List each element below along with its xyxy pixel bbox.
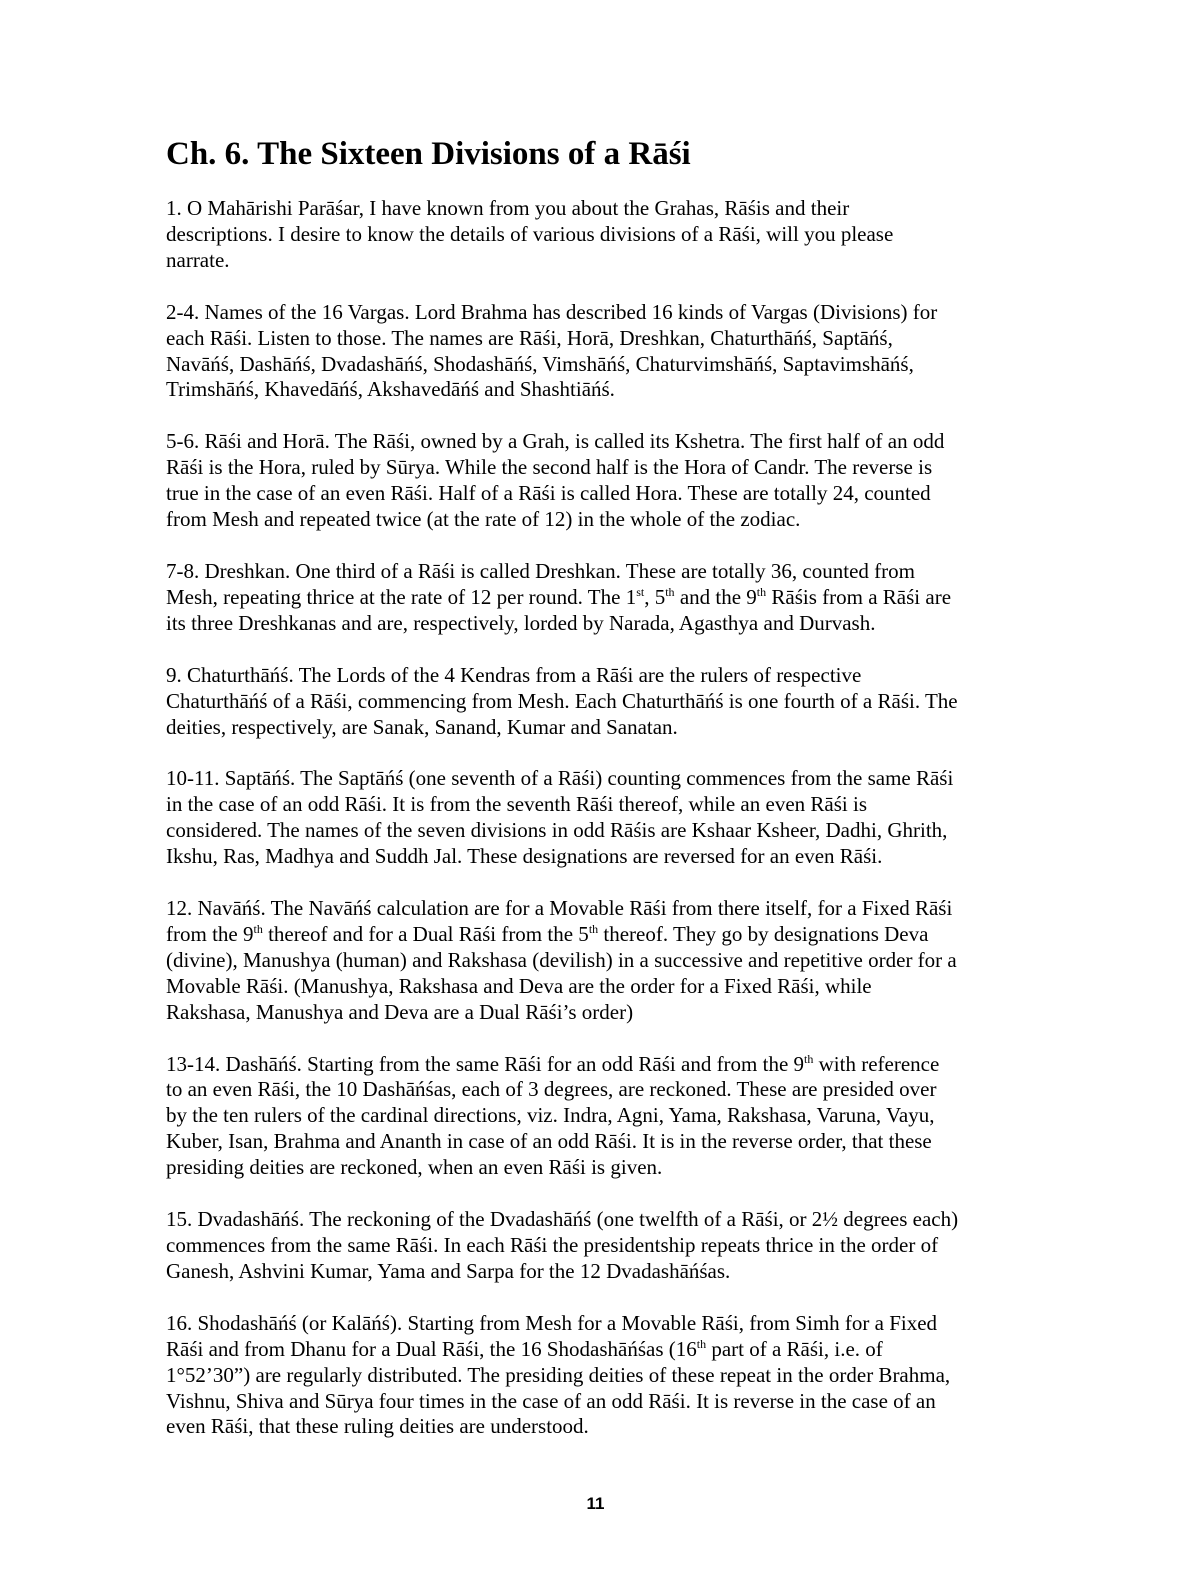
text-line: Ikshu, Ras, Madhya and Suddh Jal. These designations are reversed for an even Rāśi. — [166, 844, 883, 869]
text-line: to an even Rāśi, the 10 Dashāńśas, each of 3 degrees, are reckoned. These are presided over — [166, 1077, 937, 1102]
text-line: Ganesh, Ashvini Kumar, Yama and Sarpa for the 12 Dvadashāńśas. — [166, 1258, 731, 1283]
text-run: Rāśi and from Dhanu for a Dual Rāśi, the 16 Shodashāńśas (16 — [166, 1336, 697, 1361]
text-line: Chaturthāńś of a Rāśi, commencing from Mesh. Each Chaturthāńś is one fourth of a Rāśi. The — [166, 688, 958, 713]
text-line: 16. Shodashāńś (or Kalāńś). Starting from Mesh for a Movable Rāśi, from Simh for a Fixed — [166, 1310, 938, 1335]
text-line: 2-4. Names of the 16 Vargas. Lord Brahma has described 16 kinds of Vargas (Divisions) for — [166, 299, 938, 324]
paragraph-16 — [166, 1311, 1026, 1441]
paragraph-5-6 — [166, 429, 1026, 533]
paragraph-1 — [166, 196, 1026, 274]
superscript: th — [696, 1336, 707, 1351]
text-line: true in the case of an even Rāśi. Half of a Rāśi is called Hora. These are totally 24, counted — [166, 481, 931, 506]
text-line: considered. The names of the seven divisions in odd Rāśis are Kshaar Ksheer, Dadhi, Ghrith, — [166, 818, 948, 843]
text-line: Vishnu, Shiva and Sūrya four times in the case of an odd Rāśi. It is reverse in the case of an — [166, 1388, 936, 1413]
text-line — [166, 585, 1026, 611]
superscript: th — [253, 921, 263, 936]
text-line: its three Dreshkanas and are, respectively, lorded by Narada, Agasthya and Durvash. — [166, 610, 876, 635]
text-line: 10-11. Saptāńś. The Saptāńś (one seventh of a Rāśi) counting commences from the same Rāśi — [166, 766, 954, 791]
text-line: 15. Dvadashāńś. The reckoning of the Dvadashāńś (one twelfth of a Rāśi, or 2½ degrees each) — [166, 1207, 959, 1232]
text-run: 13-14. Dashāńś. Starting from the same Rāśi for an odd Rāśi and from the 9 — [166, 1051, 805, 1076]
text-run: thereof. They go by designations Deva — [598, 921, 929, 946]
text-line: deities, respectively, are Sanak, Sanand, Kumar and Sanatan. — [166, 714, 678, 739]
text-line: Rakshasa, Manushya and Deva are a Dual Rāśi’s order) — [166, 999, 634, 1024]
text-line: 12. Navāńś. The Navāńś calculation are for a Movable Rāśi from there itself, for a Fixed Rāśi — [166, 896, 953, 921]
superscript: th — [756, 584, 767, 599]
paragraph-9 — [166, 663, 1026, 741]
text-line: 5-6. Rāśi and Horā. The Rāśi, owned by a Grah, is called its Kshetra. The first half of an odd — [166, 429, 945, 454]
text-line: even Rāśi, that these ruling deities are understood. — [166, 1414, 589, 1439]
text-line: 9. Chaturthāńś. The Lords of the 4 Kendras from a Rāśi are the rulers of respective — [166, 662, 862, 687]
paragraph-13-14 — [166, 1052, 1026, 1182]
text-line: from Mesh and repeated twice (at the rate of 12) in the whole of the zodiac. — [166, 507, 801, 532]
superscript: th — [665, 584, 675, 599]
text-line: by the ten rulers of the cardinal directions, viz. Indra, Agni, Yama, Rakshasa, Varuna, Vayu, — [166, 1103, 935, 1128]
text-line: Trimshāńś, Khavedāńś, Akshavedāńś and Shashtiāńś. — [166, 377, 615, 402]
page-number: 11 — [586, 1494, 605, 1513]
paragraph-10-11 — [166, 766, 1026, 870]
paragraph-2-4 — [166, 300, 1026, 404]
text-line — [166, 1337, 1026, 1363]
text-line: (divine), Manushya (human) and Rakshasa (devilish) in a successive and repetitive order for a — [166, 947, 957, 972]
chapter-body — [166, 196, 1026, 1466]
text-run: thereof and for a Dual Rāśi from the 5 — [262, 921, 589, 946]
chapter-title: Ch. 6. The Sixteen Divisions of a Rāśi — [166, 136, 691, 172]
text-run: Rāśis from a Rāśi are — [766, 584, 952, 609]
text-run: , 5 — [644, 584, 666, 609]
text-line: 1°52’30”) are regularly distributed. The presiding deities of these repeat in the order Brahma, — [166, 1362, 951, 1387]
text-run: with reference — [813, 1051, 940, 1076]
text-line: 7-8. Dreshkan. One third of a Rāśi is called Dreshkan. These are totally 36, counted from — [166, 558, 915, 583]
paragraph-15 — [166, 1207, 1026, 1285]
text-line: presiding deities are reckoned, when an even Rāśi is given. — [166, 1155, 663, 1180]
text-line — [166, 1052, 1026, 1078]
text-run: Mesh, repeating thrice at the rate of 12 per round. The 1 — [166, 584, 637, 609]
text-line: commences from the same Rāśi. In each Rāśi the presidentship repeats thrice in the order of — [166, 1233, 939, 1257]
text-line: descriptions. I desire to know the details of various divisions of a Rāśi, will you please — [166, 221, 894, 246]
text-line: Rāśi is the Hora, ruled by Sūrya. While the second half is the Hora of Candr. The reverse is — [166, 455, 933, 480]
text-run: part of a Rāśi, i.e. of — [706, 1336, 883, 1361]
text-run: and the 9 — [674, 584, 757, 609]
text-line: narrate. — [166, 247, 230, 272]
text-run: from the 9 — [166, 921, 254, 946]
text-line — [166, 922, 1026, 948]
paragraph-12 — [166, 896, 1026, 1026]
superscript: th — [588, 921, 599, 936]
text-line: in the case of an odd Rāśi. It is from the seventh Rāśi thereof, while an even Rāśi is — [166, 792, 867, 817]
text-line: each Rāśi. Listen to those. The names are Rāśi, Horā, Dreshkan, Chaturthāńś, Saptāńś, — [166, 325, 893, 350]
text-line: Movable Rāśi. (Manushya, Rakshasa and Deva are the order for a Fixed Rāśi, while — [166, 973, 872, 998]
superscript: st — [636, 584, 645, 599]
text-line: 1. O Mahārishi Parāśar, I have known from you about the Grahas, Rāśis and their — [166, 196, 850, 220]
text-line: Navāńś, Dashāńś, Dvadashāńś, Shodashāńś, Vimshāńś, Chaturvimshāńś, Saptavimshāńś, — [166, 351, 914, 376]
text-line: Kuber, Isan, Brahma and Ananth in case of an odd Rāśi. It is in the reverse order, that these — [166, 1129, 932, 1154]
superscript: th — [804, 1051, 814, 1066]
paragraph-7-8 — [166, 559, 1026, 637]
